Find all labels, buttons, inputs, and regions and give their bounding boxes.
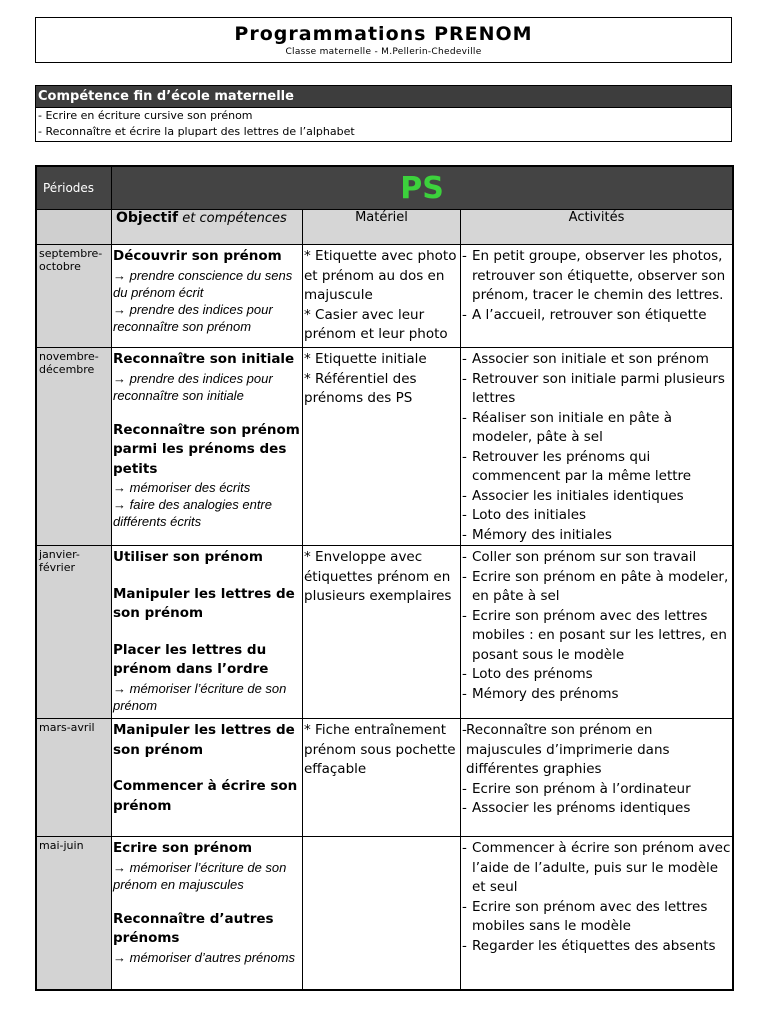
table-row <box>37 837 733 990</box>
period-cell: septembre-octobre <box>37 245 112 348</box>
activite-item: - Associer les initiales identiques <box>462 487 731 507</box>
period-cell: janvier-février <box>37 546 112 719</box>
programmation-table <box>36 166 733 990</box>
activite-item: - Réaliser son initiale en pâte à modeler, pâte à sel <box>462 409 731 448</box>
activite-item: - Commencer à écrire son prénom avec l’aide de l’adulte, puis sur le modèle et seul <box>462 839 731 898</box>
objectif-header <box>112 210 303 245</box>
objective-spacer <box>113 568 301 585</box>
objectif-header-rest: et compétences <box>178 211 287 226</box>
objective-title: Reconnaître son prénom parmi les prénoms des petits <box>113 421 300 477</box>
competence-heading: Compétence fin d’école maternelle <box>36 86 731 108</box>
objective-cell <box>112 837 303 990</box>
activite-item: - En petit groupe, observer les photos, retrouver son étiquette, observer son prénom, tracer le chemin des lettres. <box>462 247 731 306</box>
page-title: Programmations PRENOM <box>234 23 533 45</box>
activite-item: - Associer son initiale et son prénom <box>462 350 731 370</box>
activite-item: - Ecrire son prénom en pâte à modeler, en pâte à sel <box>462 568 731 607</box>
competence-item: → faire des analogies entre différents écrits <box>113 497 272 529</box>
activites-cell <box>461 245 733 348</box>
table-header-row <box>37 167 733 210</box>
objective-title: Utiliser son prénom <box>113 549 263 565</box>
objective-cell <box>112 719 303 837</box>
competence-item: → prendre des indices pour reconnaître son initiale <box>113 370 273 403</box>
activite-item: - Ecrire son prénom avec des lettres mobiles sans le modèle <box>462 898 731 937</box>
period-cell: mai-juin <box>37 837 112 990</box>
activite-item: - Reconnaître son prénom en majuscules d’imprimerie dans différentes graphies <box>462 721 731 780</box>
objectif-header-bold: Objectif <box>116 210 179 226</box>
period-cell: mars-avril <box>37 719 112 837</box>
activite-item: - Retrouver les prénoms qui commencent par la même lettre <box>462 448 731 487</box>
table-body <box>37 245 733 990</box>
materiel-item: * Référentiel des prénoms des PS <box>304 370 417 406</box>
activite-item: - Ecrire son prénom à l’ordinateur <box>462 780 731 800</box>
competence-item: → prendre conscience du sens du prénom écrit <box>113 267 293 300</box>
objective-spacer <box>113 624 301 641</box>
objective-cell <box>112 245 303 348</box>
table-row <box>37 348 733 546</box>
objective-title: Découvrir son prénom <box>113 248 282 264</box>
activites-cell <box>461 837 733 990</box>
page-subtitle: Classe maternelle - M.Pellerin-Chedeville <box>285 47 482 57</box>
objective-spacer <box>113 760 301 777</box>
objective-spacer <box>113 404 301 421</box>
activites-cell <box>461 719 733 837</box>
activite-item: - Mémory des initiales <box>462 526 731 546</box>
competence-item: → mémoriser des écrits <box>113 480 251 495</box>
activites-cell <box>461 546 733 719</box>
objective-title: Reconnaître son initiale <box>113 351 295 367</box>
materiel-item: * Fiche entraînement prénom sous pochette effaçable <box>304 722 456 777</box>
competence-item: → mémoriser l’écriture de son prénom en majuscules <box>113 859 287 892</box>
competence-item: → mémoriser d’autres prénoms <box>113 949 296 965</box>
table-row <box>37 546 733 719</box>
title-box <box>35 17 732 63</box>
materiel-cell <box>303 837 461 990</box>
materiel-item: * Etiquette avec photo et prénom au dos en majuscule <box>304 248 457 303</box>
objective-cell <box>112 546 303 719</box>
materiel-cell <box>303 719 461 837</box>
table-row <box>37 245 733 348</box>
periods-header: Périodes <box>37 167 112 210</box>
objective-cell <box>112 348 303 546</box>
activite-item: - Mémory des prénoms <box>462 685 731 705</box>
objective-title: Reconnaître d’autres prénoms <box>113 910 274 946</box>
materiel-item: * Etiquette initiale <box>304 351 427 367</box>
activite-item: - Ecrire son prénom avec des lettres mobiles : en posant sur les lettres, en posant sous le modèle <box>462 607 731 666</box>
level-header: PS <box>112 167 733 210</box>
activite-item: - Associer les prénoms identiques <box>462 799 731 819</box>
materiel-item: * Enveloppe avec étiquettes prénom en plusieurs exemplaires <box>304 549 452 604</box>
objective-spacer <box>113 893 301 910</box>
materiel-cell <box>303 348 461 546</box>
objective-title: Manipuler les lettres de son prénom <box>113 722 295 758</box>
period-cell: novembre-décembre <box>37 348 112 546</box>
activites-header: Activités <box>461 210 733 245</box>
activite-item: - Regarder les étiquettes des absents <box>462 937 731 957</box>
materiel-header: Matériel <box>303 210 461 245</box>
objective-title: Placer les lettres du prénom dans l’ordre <box>113 641 269 677</box>
activite-item: - Loto des prénoms <box>462 665 731 685</box>
objective-title: Commencer à écrire son prénom <box>113 778 298 814</box>
competence-box <box>35 85 732 142</box>
materiel-cell <box>303 546 461 719</box>
objective-title: Ecrire son prénom <box>113 840 253 856</box>
column-header-row <box>37 210 733 245</box>
objective-title: Manipuler les lettres de son prénom <box>113 585 295 621</box>
competence-item: → prendre des indices pour reconnaître son prénom <box>113 301 273 334</box>
materiel-cell <box>303 245 461 348</box>
competence-item: - Reconnaître et écrire la plupart des lettres de l’alphabet <box>38 125 355 138</box>
activite-item: - Retrouver son initiale parmi plusieurs lettres <box>462 370 731 409</box>
competence-item: - Ecrire en écriture cursive son prénom <box>38 109 253 122</box>
materiel-item: * Casier avec leur prénom et leur photo <box>304 306 448 342</box>
table-row <box>37 719 733 837</box>
activite-item: - Loto des initiales <box>462 506 731 526</box>
activites-cell <box>461 348 733 546</box>
activite-item: - A l’accueil, retrouver son étiquette <box>462 306 731 326</box>
activite-item: - Coller son prénom sur son travail <box>462 548 731 568</box>
competence-item: → mémoriser l’écriture de son prénom <box>113 680 287 713</box>
empty-header-cell <box>37 210 112 245</box>
